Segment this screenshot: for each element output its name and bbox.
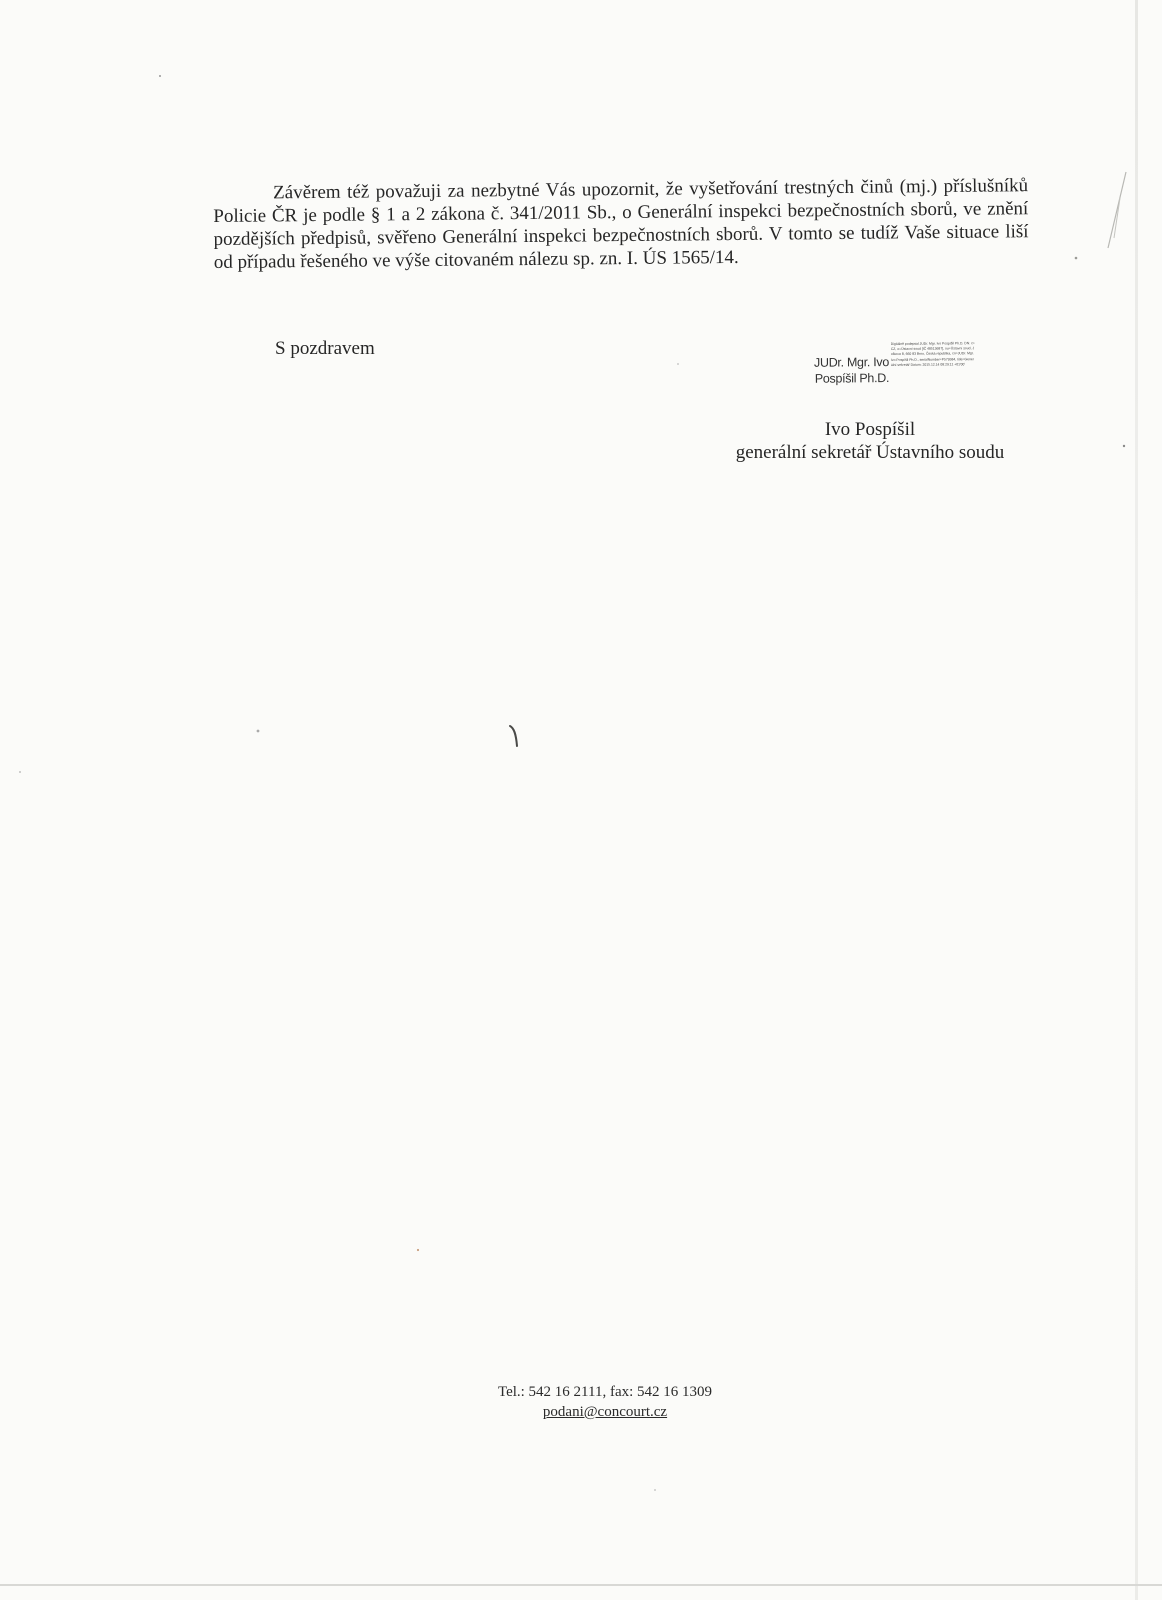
digital-signature-name-line1: JUDr. Mgr. Ivo <box>813 355 890 370</box>
closing-greeting: S pozdravem <box>275 338 375 359</box>
scan-artifact-mark <box>505 722 525 752</box>
scan-edge-right <box>1135 0 1138 1600</box>
digital-signature <box>797 339 987 393</box>
signer-title: generální sekretář Ústavního soudu <box>735 442 1005 463</box>
signer-block <box>704 418 1036 464</box>
footer-contact: Tel.: 542 16 2111, fax: 542 16 1309 <box>497 1384 713 1400</box>
scan-artifact-right <box>1068 168 1138 268</box>
digital-signature-name-line2: Pospíšil Ph.D. <box>814 371 890 386</box>
body-paragraph: Závěrem též považuji za nezbytné Vás upozornit, že vyšetřování trestných činů (mj.) příslušníků Policie ČR je podle § 1 a 2 zákona č. 341/2011 Sb., o Generální inspekci bezpečnostních sborů, ve znění pozdějších předpisů, svěřeno Generální inspekci bezpečnostních sborů. V tomto se tudíž Vaše situace liší od případu řešeného ve výše citovaném nálezu sp. zn. I. ÚS 1565/14. <box>213 175 1029 273</box>
digital-signature-details: Digitálně podepsal JUDr. Mgr. Ivo Pospíšil Ph.D. DN: c=CZ, o=Ústavní soud [IČ 48513687], ou=Ústavní soud, Joštova 8, 660 83 Brno, Česká republika, cn=JUDr. Mgr. Ivo Pospíšil Ph.D., serialNumber=P579584, title=Generální sekretář Datum: 2015.12.14 08:29:11 +01'00' <box>890 341 975 367</box>
digital-signature-name <box>814 354 889 387</box>
scan-edge-bottom <box>0 1584 1162 1586</box>
page-footer <box>480 1382 730 1422</box>
signer-name: Ivo Pospíšil <box>824 419 916 440</box>
footer-email-link[interactable]: podani@concourt.cz <box>542 1404 668 1420</box>
